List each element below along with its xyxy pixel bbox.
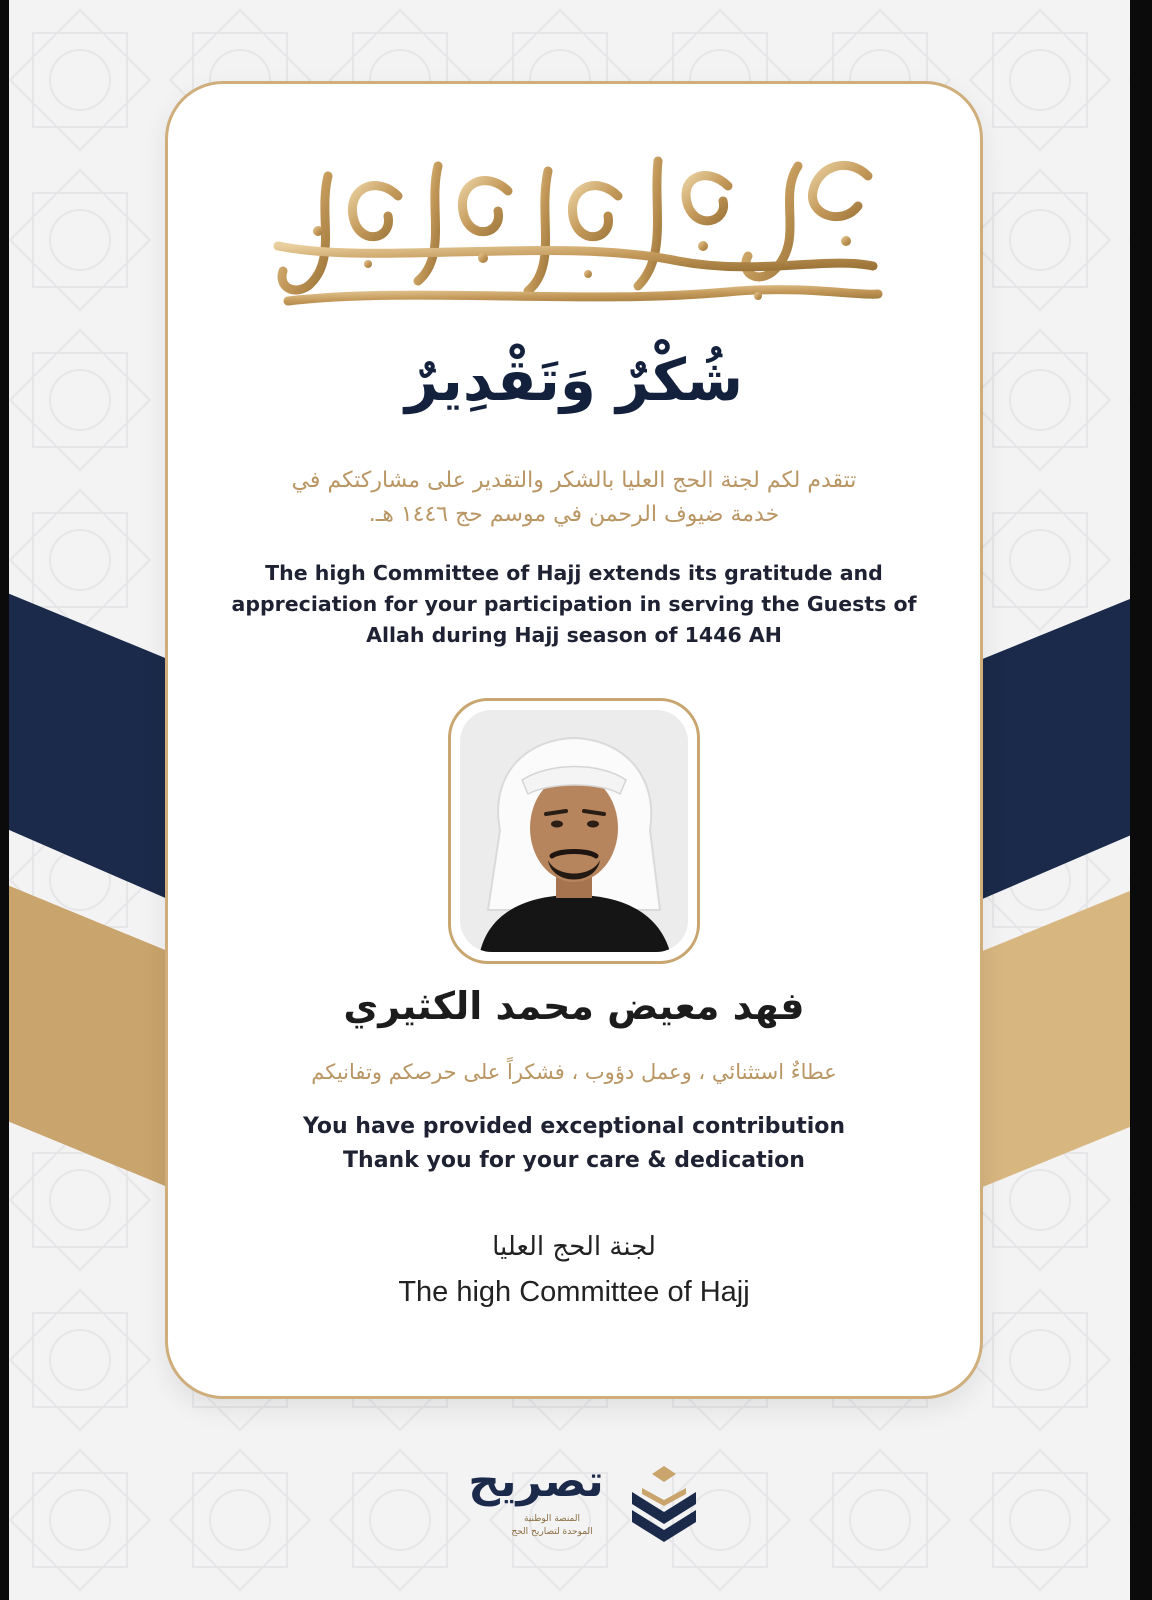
intro-english-line1: The high Committee of Hajj extends its gratitude and xyxy=(265,561,883,585)
intro-arabic xyxy=(218,464,930,532)
intro-english-line3: Allah during Hajj season of 1446 AH xyxy=(366,623,782,647)
intro-english xyxy=(208,558,940,651)
gold-ribbon-left xyxy=(0,882,170,1188)
gold-ribbon-right xyxy=(980,882,1152,1188)
intro-arabic-line2: خدمة ضيوف الرحمن في موسم حج ١٤٤٦ هـ. xyxy=(368,502,780,527)
logo-subtitle-line1: المنصة الوطنية xyxy=(524,1514,580,1524)
title-arabic: شُكْرٌ وَتَقْدِيرٌ xyxy=(405,346,743,414)
intro-arabic-line1: تتقدم لكم لجنة الحج العليا بالشكر والتقدير على مشاركتكم في xyxy=(291,468,857,493)
recipient-photo xyxy=(460,710,688,952)
appreciation-english-line1: You have provided exceptional contribution xyxy=(302,1114,846,1139)
issuer-arabic: لجنة الحج العليا xyxy=(492,1232,656,1262)
left-edge-bar xyxy=(0,0,9,1600)
recipient-portrait-image xyxy=(460,710,688,952)
recipient-photo-frame xyxy=(448,698,700,964)
right-edge-bar xyxy=(1130,0,1152,1600)
appreciation-english-line2: Thank you for your care & dedication xyxy=(343,1148,805,1173)
recipient-name: فهد معيض محمد الكثيري xyxy=(343,984,805,1028)
intro-english-line2: appreciation for your participation in serving the Guests of xyxy=(231,592,917,616)
appreciation-english xyxy=(208,1110,940,1178)
kaaba-chevron-icon xyxy=(628,1464,700,1546)
navy-ribbon-left xyxy=(0,590,170,900)
navy-ribbon-right xyxy=(980,590,1152,900)
logo-subtitle-line2: الموحدة لتصاريح الحج xyxy=(511,1527,593,1537)
logo-wordmark: تصريح xyxy=(468,1456,604,1507)
issuer-english: The high Committee of Hajj xyxy=(398,1276,750,1308)
tasreeh-logo xyxy=(452,1458,700,1554)
certificate-card xyxy=(165,81,983,1399)
appreciation-arabic: عطاءٌ استثنائي ، وعمل دؤوب ، فشكراً على حرصكم وتفانيكم xyxy=(311,1060,837,1084)
calligraphy-art xyxy=(258,146,888,311)
